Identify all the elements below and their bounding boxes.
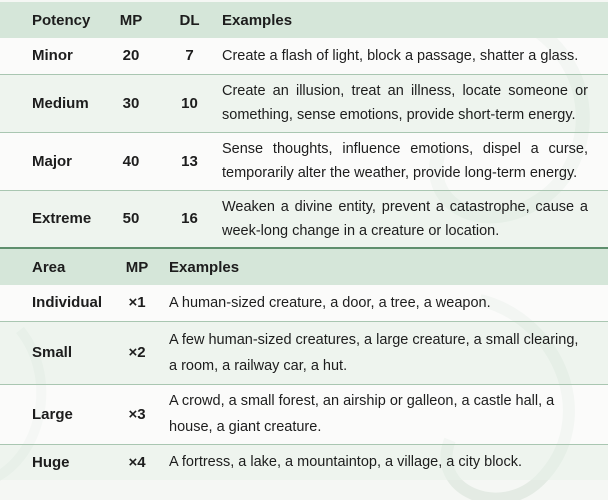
area-label: Huge xyxy=(32,453,70,471)
header-potency: Potency xyxy=(32,11,91,29)
potency-label: Major xyxy=(0,132,105,190)
table-row xyxy=(0,285,608,321)
examples-text: A few human-sized creatures, a large creature, a small clearing, a room, a railway car, a hut. xyxy=(169,321,608,384)
dl-value: 7 xyxy=(157,38,222,74)
examples-text: A human-sized creature, a door, a tree, a weapon. xyxy=(169,285,608,321)
examples-text: Sense thoughts, influence emotions, dispel a curse, temporarily alter the weather, provide long-term energy. xyxy=(222,132,608,190)
potency-label: Minor xyxy=(0,38,105,74)
header-examples: Examples xyxy=(222,11,293,29)
table-row xyxy=(0,74,608,132)
potency-label: Medium xyxy=(0,74,105,132)
table-row xyxy=(0,444,608,480)
area-label: Large xyxy=(0,384,105,444)
header-dl: DL xyxy=(179,11,200,29)
header-examples: Examples xyxy=(169,258,240,276)
dl-value: 16 xyxy=(181,210,198,228)
table-row xyxy=(0,38,608,74)
examples-text: Create an illusion, treat an illness, locate someone or something, sense emotions, provide short-term energy. xyxy=(222,74,608,132)
dl-value: 13 xyxy=(157,132,222,190)
potency-table xyxy=(0,2,608,247)
dl-value: 10 xyxy=(157,74,222,132)
table-separator xyxy=(0,247,608,249)
mp-multiplier: ×3 xyxy=(105,384,169,444)
mp-multiplier: ×2 xyxy=(105,321,169,384)
table-row xyxy=(0,132,608,190)
mp-value: 40 xyxy=(105,132,157,190)
mp-multiplier: ×4 xyxy=(128,453,146,471)
examples-text: A crowd, a small forest, an airship or galleon, a castle hall, a house, a giant creature. xyxy=(169,384,608,444)
examples-text: A fortress, a lake, a mountaintop, a village, a city block. xyxy=(169,454,523,471)
area-label: Small xyxy=(0,321,105,384)
examples-text: Create a flash of light, block a passage, shatter a glass. xyxy=(222,38,608,74)
table-row xyxy=(0,190,608,247)
table-row xyxy=(0,384,608,444)
header-mp: MP xyxy=(125,258,149,276)
table-row xyxy=(0,321,608,384)
mp-value: 50 xyxy=(122,210,140,228)
mp-value: 30 xyxy=(105,74,157,132)
area-label: Individual xyxy=(0,285,105,321)
mp-value: 20 xyxy=(105,38,157,74)
potency-table-header xyxy=(0,2,608,38)
header-area: Area xyxy=(32,258,66,276)
examples-text: Weaken a divine entity, prevent a catastrophe, cause a week-long change in a creature or location. xyxy=(222,198,588,239)
potency-label: Extreme xyxy=(32,210,92,228)
area-table-header xyxy=(0,249,608,285)
area-table xyxy=(0,249,608,480)
header-mp: MP xyxy=(119,11,143,29)
mp-multiplier: ×1 xyxy=(105,285,169,321)
